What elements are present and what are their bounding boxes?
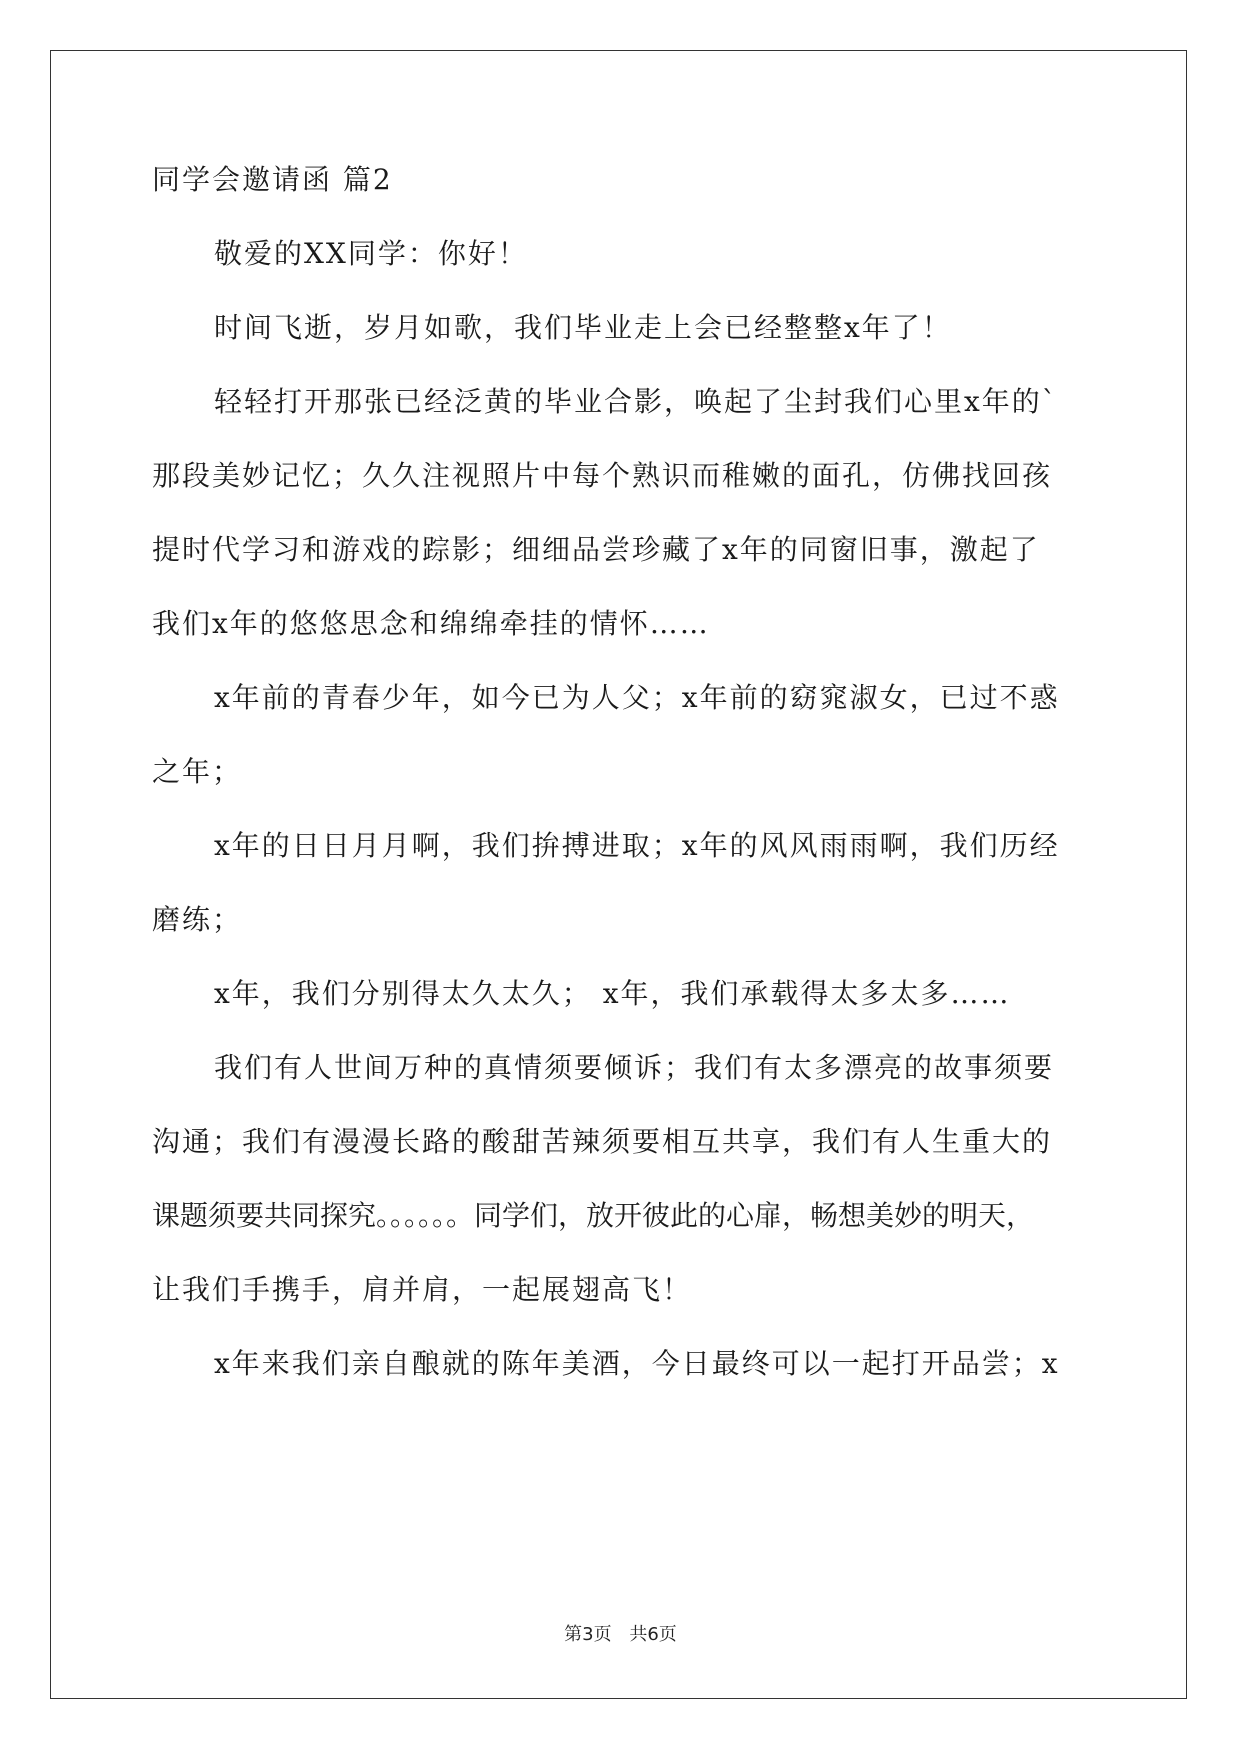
paragraph-line: x年来我们亲自酿就的陈年美酒，今日最终可以一起打开品尝；x: [214, 1347, 1060, 1380]
paragraph-line: x年，我们分别得太久太久； x年，我们承载得太多太多……: [214, 977, 1011, 1010]
paragraph-line: x年前的青春少年，如今已为人父；x年前的窈窕淑女，已过不惑: [214, 681, 1060, 714]
paragraph-line: 课题须要共同探究。。。。。。同学们，放开彼此的心扉，畅想美妙的明天，: [152, 1199, 1035, 1232]
paragraph-line: 磨练；: [152, 903, 243, 936]
paragraph-line: 敬爱的XX同学：你好！: [214, 237, 528, 270]
paragraph-line: 让我们手携手，肩并肩，一起展翅高飞！: [152, 1273, 693, 1306]
page-border: [50, 50, 1187, 1699]
document-heading: 同学会邀请函 篇2: [152, 163, 393, 196]
page-number-total: 共6页: [629, 1624, 677, 1645]
paragraph-line: 那段美妙记忆；久久注视照片中每个熟识而稚嫩的面孔，仿佛找回孩: [152, 459, 1053, 492]
paragraph-line: 沟通；我们有漫漫长路的酸甜苦辣须要相互共享，我们有人生重大的: [152, 1125, 1053, 1158]
paragraph-line: x年的日日月月啊，我们拚搏进取；x年的风风雨雨啊，我们历经: [214, 829, 1060, 862]
page-footer: [0, 1620, 1241, 1646]
paragraph-line: 轻轻打开那张已经泛黄的毕业合影，唤起了尘封我们心里x年的`: [214, 385, 1058, 418]
paragraph-line: 我们x年的悠悠思念和绵绵牵挂的情怀……: [152, 607, 710, 640]
paragraph-line: 我们有人世间万种的真情须要倾诉；我们有太多漂亮的故事须要: [214, 1051, 1055, 1084]
page-number-current: 第3页: [564, 1624, 612, 1645]
paragraph-line: 之年；: [152, 755, 243, 788]
paragraph-line: 提时代学习和游戏的踪影；细细品尝珍藏了x年的同窗旧事，激起了: [152, 533, 1040, 566]
paragraph-line: 时间飞逝，岁月如歌，我们毕业走上会已经整整x年了！: [214, 311, 952, 344]
